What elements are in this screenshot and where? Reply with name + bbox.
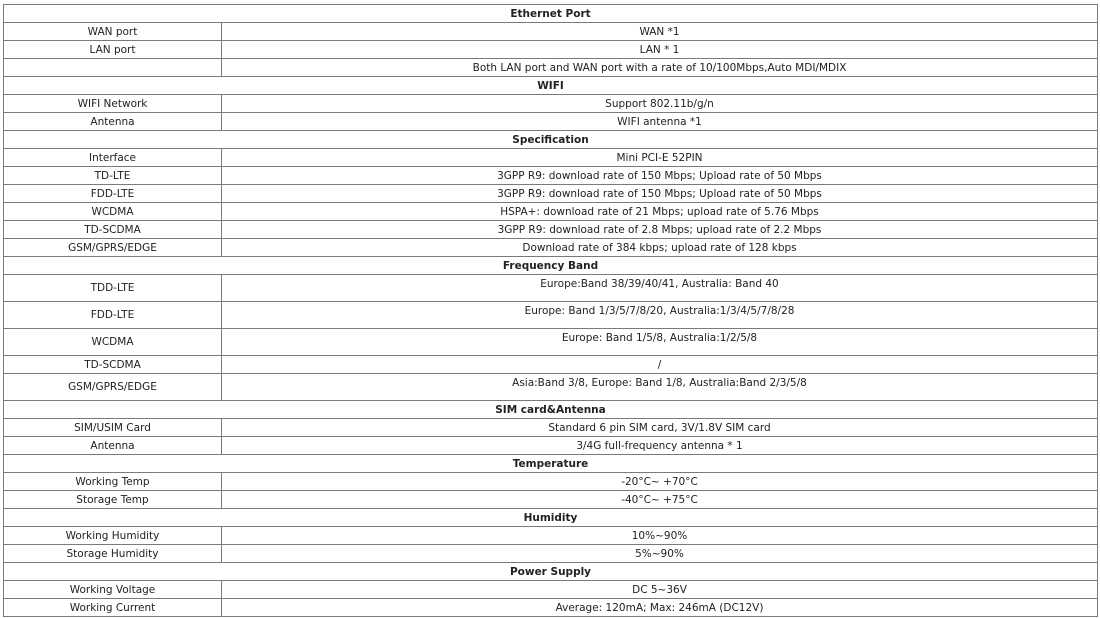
section-header-row: [4, 257, 1098, 275]
table-row: [4, 41, 1098, 59]
row-label: [4, 59, 222, 77]
row-value: Average: 120mA; Max: 246mA (DC12V): [222, 599, 1098, 617]
row-label: Antenna: [4, 437, 222, 455]
section-header-row: [4, 131, 1098, 149]
row-value: 3/4G full-frequency antenna * 1: [222, 437, 1098, 455]
row-label: FDD-LTE: [4, 185, 222, 203]
section-header-row: [4, 401, 1098, 419]
row-label: Storage Humidity: [4, 545, 222, 563]
section-title-power-supply: Power Supply: [4, 563, 1098, 581]
row-value: 3GPP R9: download rate of 150 Mbps; Upload rate of 50 Mbps: [222, 167, 1098, 185]
section-title-humidity: Humidity: [4, 509, 1098, 527]
section-title-frequency-band: Frequency Band: [4, 257, 1098, 275]
row-value: Europe:Band 38/39/40/41, Australia: Band 40: [222, 275, 1098, 302]
table-row: [4, 275, 1098, 302]
row-value: Europe: Band 1/5/8, Australia:1/2/5/8: [222, 329, 1098, 356]
table-row: [4, 167, 1098, 185]
row-label: Working Voltage: [4, 581, 222, 599]
row-label: Storage Temp: [4, 491, 222, 509]
row-value: /: [222, 356, 1098, 374]
table-row: [4, 23, 1098, 41]
row-label: FDD-LTE: [4, 302, 222, 329]
table-row: [4, 419, 1098, 437]
table-row: [4, 203, 1098, 221]
spec-table: [3, 4, 1098, 617]
section-header-row: [4, 5, 1098, 23]
section-title-sim-card-antenna: SIM card&Antenna: [4, 401, 1098, 419]
section-header-row: [4, 509, 1098, 527]
row-label: SIM/USIM Card: [4, 419, 222, 437]
section-title-temperature: Temperature: [4, 455, 1098, 473]
row-value: WAN *1: [222, 23, 1098, 41]
section-title-ethernet-port: Ethernet Port: [4, 5, 1098, 23]
row-label: TDD-LTE: [4, 275, 222, 302]
table-row: [4, 59, 1098, 77]
row-value: -20°C~ +70°C: [222, 473, 1098, 491]
table-row: [4, 113, 1098, 131]
table-row: [4, 437, 1098, 455]
row-label: WIFI Network: [4, 95, 222, 113]
table-row: [4, 545, 1098, 563]
table-row: [4, 599, 1098, 617]
row-value: DC 5~36V: [222, 581, 1098, 599]
row-label: Working Temp: [4, 473, 222, 491]
row-label: GSM/GPRS/EDGE: [4, 239, 222, 257]
row-value: 5%~90%: [222, 545, 1098, 563]
row-value: Both LAN port and WAN port with a rate of 10/100Mbps,Auto MDI/MDIX: [222, 59, 1098, 77]
row-label: Working Humidity: [4, 527, 222, 545]
section-header-row: [4, 77, 1098, 95]
table-row: [4, 185, 1098, 203]
section-title-specification: Specification: [4, 131, 1098, 149]
row-label: Working Current: [4, 599, 222, 617]
table-row: [4, 221, 1098, 239]
table-row: [4, 149, 1098, 167]
row-value: HSPA+: download rate of 21 Mbps; upload rate of 5.76 Mbps: [222, 203, 1098, 221]
table-row: [4, 302, 1098, 329]
row-label: LAN port: [4, 41, 222, 59]
row-label: WCDMA: [4, 203, 222, 221]
spec-table-body: [4, 5, 1098, 617]
table-row: [4, 491, 1098, 509]
row-value: LAN * 1: [222, 41, 1098, 59]
row-value: 3GPP R9: download rate of 150 Mbps; Upload rate of 50 Mbps: [222, 185, 1098, 203]
table-row: [4, 527, 1098, 545]
section-header-row: [4, 455, 1098, 473]
row-value: Download rate of 384 kbps; upload rate of 128 kbps: [222, 239, 1098, 257]
table-row: [4, 473, 1098, 491]
row-value: Asia:Band 3/8, Europe: Band 1/8, Australia:Band 2/3/5/8: [222, 374, 1098, 401]
row-value: -40°C~ +75°C: [222, 491, 1098, 509]
section-header-row: [4, 563, 1098, 581]
table-row: [4, 374, 1098, 401]
row-value: Europe: Band 1/3/5/7/8/20, Australia:1/3/4/5/7/8/28: [222, 302, 1098, 329]
row-label: TD-SCDMA: [4, 221, 222, 239]
row-label: Antenna: [4, 113, 222, 131]
row-value: Standard 6 pin SIM card, 3V/1.8V SIM card: [222, 419, 1098, 437]
row-value: 3GPP R9: download rate of 2.8 Mbps; upload rate of 2.2 Mbps: [222, 221, 1098, 239]
table-row: [4, 581, 1098, 599]
row-value: Support 802.11b/g/n: [222, 95, 1098, 113]
table-row: [4, 329, 1098, 356]
row-label: TD-SCDMA: [4, 356, 222, 374]
row-value: Mini PCI-E 52PIN: [222, 149, 1098, 167]
row-value: 10%~90%: [222, 527, 1098, 545]
row-label: TD-LTE: [4, 167, 222, 185]
section-title-wifi: WIFI: [4, 77, 1098, 95]
row-label: GSM/GPRS/EDGE: [4, 374, 222, 401]
table-row: [4, 356, 1098, 374]
table-row: [4, 239, 1098, 257]
row-value: WIFI antenna *1: [222, 113, 1098, 131]
row-label: Interface: [4, 149, 222, 167]
table-row: [4, 95, 1098, 113]
row-label: WCDMA: [4, 329, 222, 356]
row-label: WAN port: [4, 23, 222, 41]
